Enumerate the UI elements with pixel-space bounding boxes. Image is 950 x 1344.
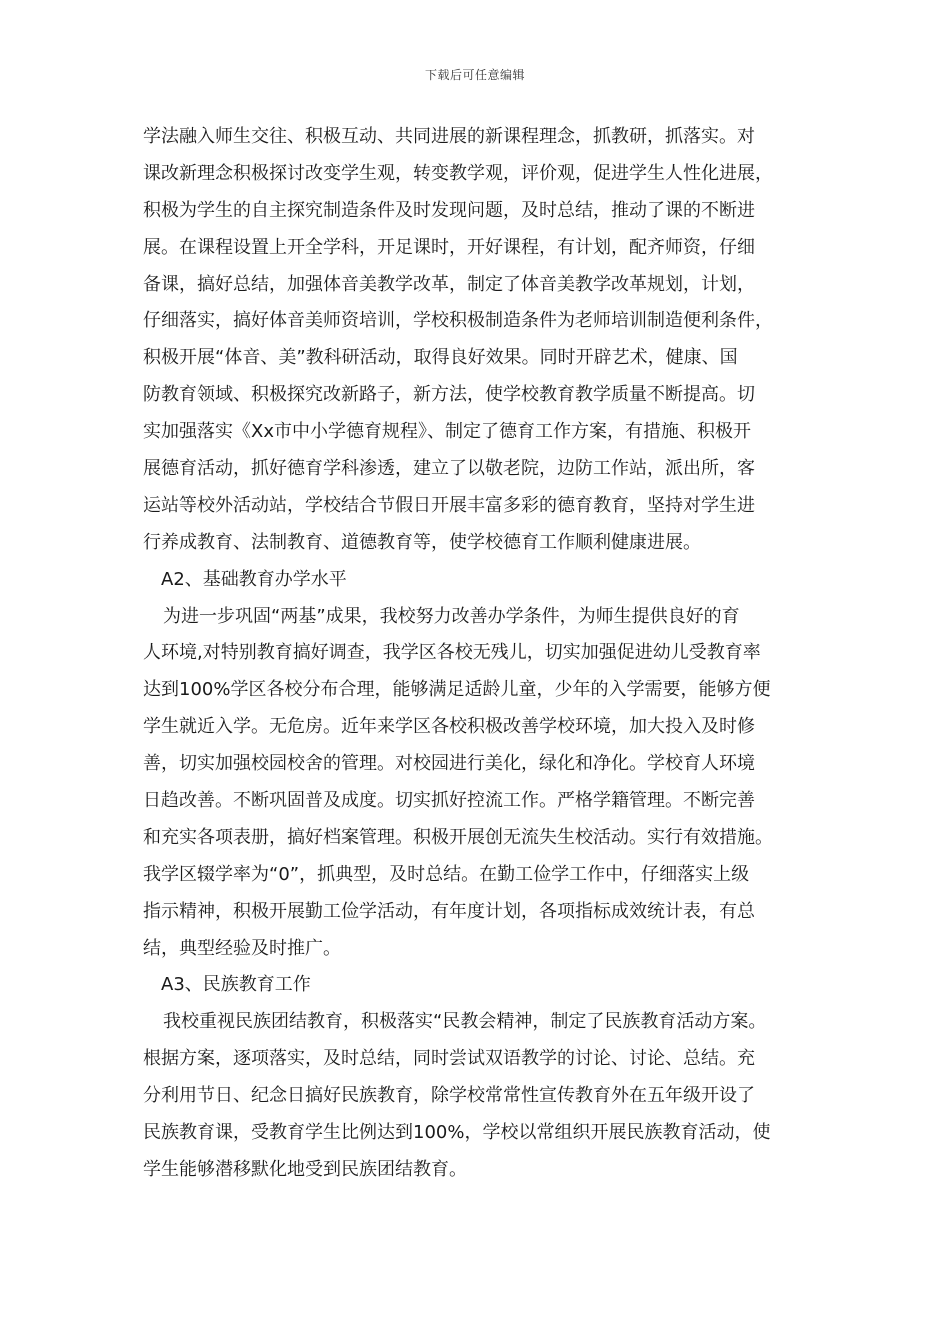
text-line: 仔细落实，搞好体音美师资培训，学校积极制造条件为老师培训制造便利条件， xyxy=(143,310,773,332)
text-line: 日趋改善。不断巩固普及成度。切实抓好控流工作。严格学籍管理。不断完善 xyxy=(143,790,755,812)
text-line: 人环境,对特别教育搞好调查，我学区各校无残儿，切实加强促进幼儿受教育率 xyxy=(143,642,761,664)
text-line: 善，切实加强校园校舍的管理。对校园进行美化，绿化和净化。学校育人环境 xyxy=(143,753,755,775)
text-line: 民族教育课，受教育学生比例达到100%，学校以常组织开展民族教育活动，使 xyxy=(143,1122,771,1144)
text-line: 展。在课程设置上开全学科，开足课时，开好课程，有计划，配齐师资，仔细 xyxy=(143,236,755,258)
text-line: 积极开展“体音、美”教科研活动，取得良好效果。同时开辟艺术，健康、国 xyxy=(143,347,738,369)
text-line: 结，典型经验及时推广。 xyxy=(143,937,341,959)
text-line: 为进一步巩固“两基”成果，我校努力改善办学条件，为师生提供良好的育 xyxy=(163,605,740,627)
text-line: 学生就近入学。无危房。近年来学区各校积极改善学校环境，加大投入及时修 xyxy=(143,716,755,738)
text-line: 备课，搞好总结，加强体音美教学改革，制定了体音美教学改革规划，计划， xyxy=(143,273,755,295)
text-line: 行养成教育、法制教育、道德教育等，使学校德育工作顺利健康进展。 xyxy=(143,531,701,553)
document-body xyxy=(143,119,811,1189)
text-line: 学法融入师生交往、积极互动、共同进展的新课程理念，抓教研，抓落实。对 xyxy=(143,126,755,147)
text-line: 展德育活动，抓好德育学科渗透，建立了以敬老院，边防工作站，派出所，客 xyxy=(143,458,755,480)
text-line: 防教育领域、积极探究改新路子，新方法，使学校教育教学质量不断提高。切 xyxy=(143,384,755,406)
text-line: 分利用节日、纪念日搞好民族教育，除学校常常性宣传教育外在五年级开设了 xyxy=(143,1085,755,1107)
text-line: 运站等校外活动站，学校结合节假日开展丰富多彩的德育教育，坚持对学生进 xyxy=(143,494,755,516)
text-line: 和充实各项表册，搞好档案管理。积极开展创无流失生校活动。实行有效措施。 xyxy=(143,826,773,848)
text-line: 根据方案，逐项落实，及时总结，同时尝试双语教学的讨论、讨论、总结。充 xyxy=(143,1048,755,1070)
text-line: 课改新理念积极探讨改变学生观，转变教学观，评价观，促进学生人性化进展， xyxy=(143,162,773,184)
text-line: 我学区辍学率为“0”，抓典型，及时总结。在勤工俭学工作中，仔细落实上级 xyxy=(143,863,750,885)
text-line: 实加强落实《Xx市中小学德育规程》、制定了德育工作方案，有措施、积极开 xyxy=(143,421,751,443)
text-line: 学生能够潜移默化地受到民族团结教育。 xyxy=(143,1158,467,1180)
text-line: 达到100%学区各校分布合理，能够满足适龄儿童，少年的入学需要，能够方便 xyxy=(143,679,771,701)
header-note: 下载后可任意编辑 xyxy=(424,68,525,82)
text-line: 指示精神，积极开展勤工俭学活动，有年度计划，各项指标成效统计表，有总 xyxy=(143,900,755,922)
section-heading: A2、基础教育办学水平 xyxy=(161,568,347,590)
text-line: 我校重视民族团结教育，积极落实“民教会精神，制定了民族教育活动方案。 xyxy=(163,1011,767,1033)
section-heading: A3、民族教育工作 xyxy=(161,974,311,996)
text-line: 积极为学生的自主探究制造条件及时发现问题，及时总结，推动了课的不断进 xyxy=(143,199,755,221)
